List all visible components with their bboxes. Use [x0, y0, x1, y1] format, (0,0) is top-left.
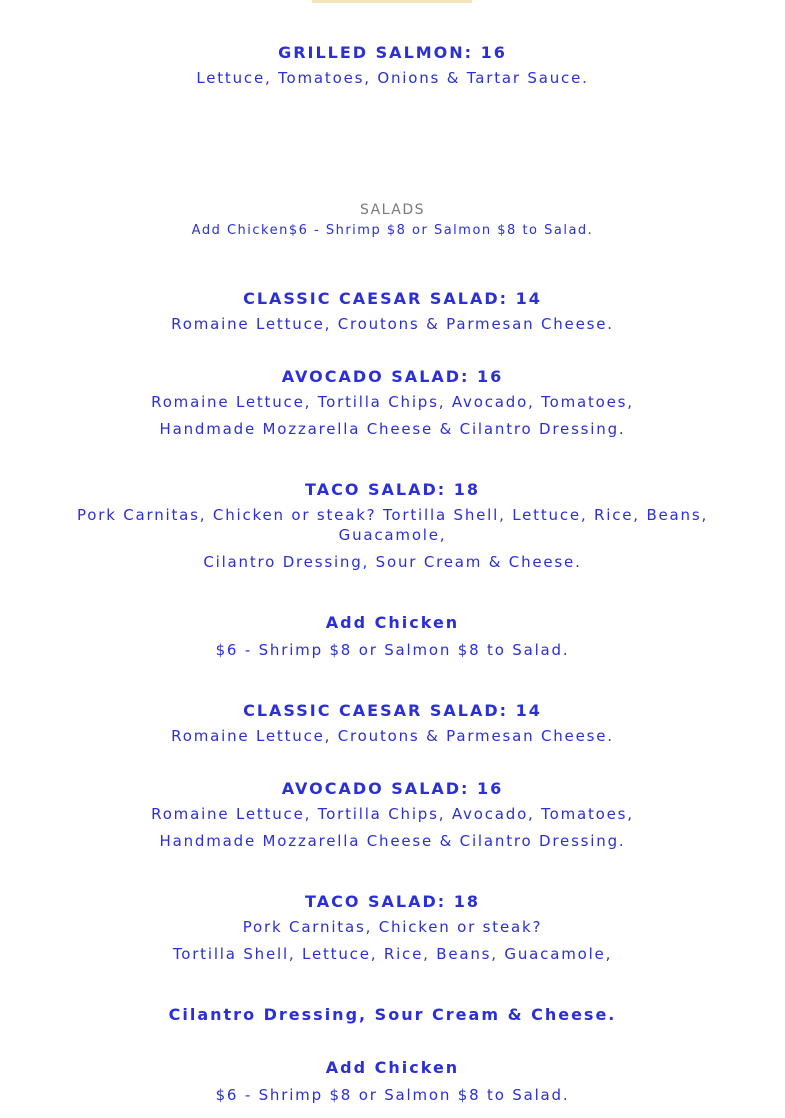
top-decorative-stub: [312, 0, 472, 3]
menu-item-title: GRILLED SALMON: 16: [278, 43, 507, 62]
menu-item-title: CLASSIC CAESAR SALAD: 14: [243, 289, 542, 308]
menu-item-description: Pork Carnitas, Chicken or steak? Tortilla Shell, Lettuce, Rice, Beans,: [76, 506, 709, 524]
menu-item-description: Pork Carnitas, Chicken or steak?: [242, 918, 543, 936]
menu-item-description: Romaine Lettuce, Croutons & Parmesan Cheese.: [171, 727, 614, 745]
menu-item-title: Cilantro Dressing, Sour Cream & Cheese.: [168, 1005, 617, 1024]
menu-item-title: Add Chicken: [325, 613, 460, 632]
menu-item-title: AVOCADO SALAD: 16: [281, 779, 504, 798]
section-note: Add Chicken$6 - Shrimp $8 or Salmon $8 to Salad.: [191, 223, 594, 238]
menu-item-description: Guacamole,: [338, 526, 447, 544]
menu-item-title: AVOCADO SALAD: 16: [281, 367, 504, 386]
menu-item-description: $6 - Shrimp $8 or Salmon $8 to Salad.: [215, 641, 570, 659]
menu-item-description: Cilantro Dressing, Sour Cream & Cheese.: [203, 553, 582, 571]
menu-item-description: Romaine Lettuce, Croutons & Parmesan Cheese.: [171, 315, 614, 333]
menu-item-description: Tortilla Shell, Lettuce, Rice, Beans, Guacamole,: [172, 945, 613, 963]
menu-item-description: $6 - Shrimp $8 or Salmon $8 to Salad.: [215, 1086, 570, 1104]
menu-item-description: Handmade Mozzarella Cheese & Cilantro Dressing.: [159, 832, 626, 850]
menu-item-title: CLASSIC CAESAR SALAD: 14: [243, 701, 542, 720]
menu-item-description: Lettuce, Tomatoes, Onions & Tartar Sauce.: [196, 69, 589, 87]
section-heading: SALADS: [359, 202, 426, 218]
menu-item-description: Romaine Lettuce, Tortilla Chips, Avocado, Tomatoes,: [151, 805, 634, 823]
menu-item-title: TACO SALAD: 18: [305, 480, 480, 499]
menu-item-title: TACO SALAD: 18: [305, 892, 480, 911]
menu-item-title: Add Chicken: [325, 1058, 460, 1077]
menu-item-description: Handmade Mozzarella Cheese & Cilantro Dressing.: [159, 420, 626, 438]
menu-item-description: Romaine Lettuce, Tortilla Chips, Avocado, Tomatoes,: [151, 393, 634, 411]
